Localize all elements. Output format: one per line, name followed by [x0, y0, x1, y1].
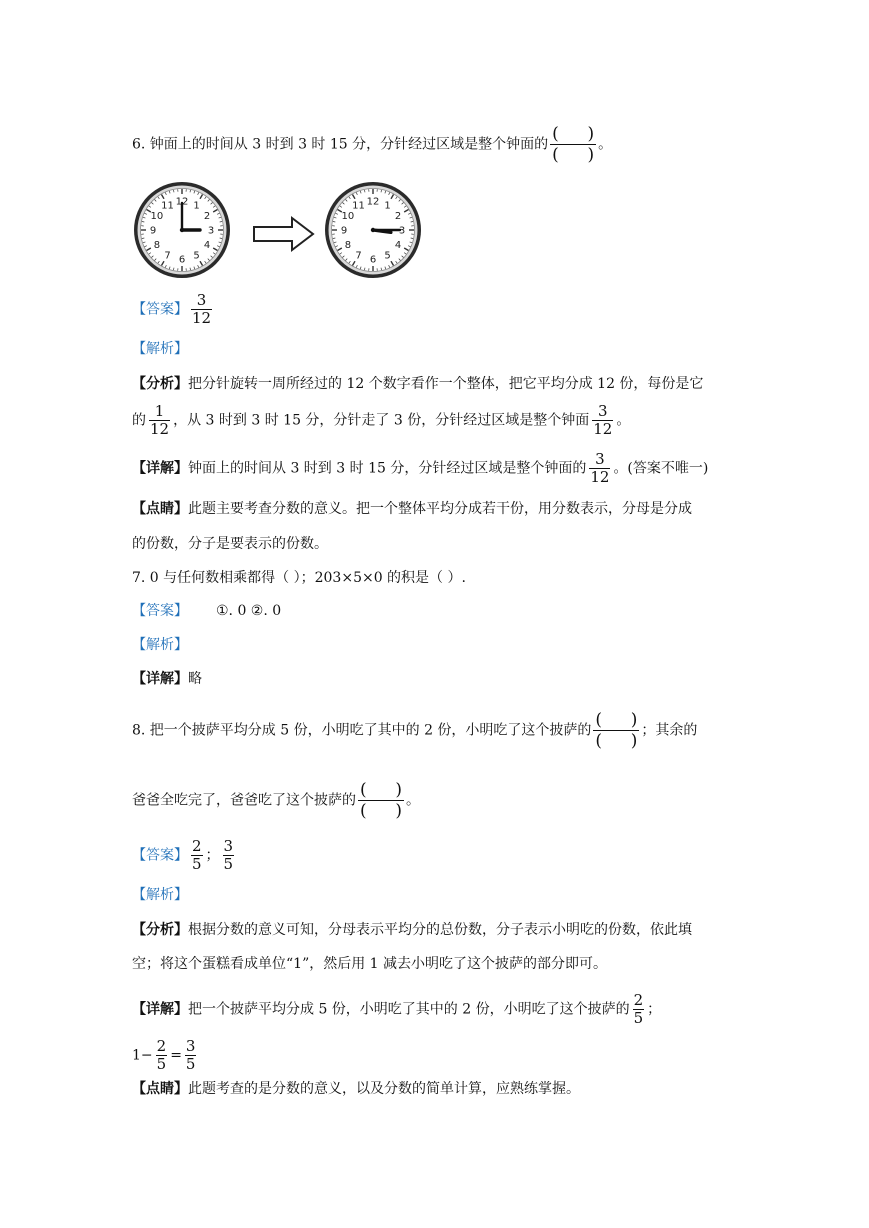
fraction-3-12: $\frac{3}{12}$: [590, 450, 610, 486]
q6-fenxi-line2: 的 $\frac{1}{12}$ ，从 3 时到 3 时 15 分，分针走了 3 份，分针经过区域是整个钟面 $\frac{3}{12}$ 。: [132, 402, 631, 438]
q8-blank-fraction-2[interactable]: ( ) ( ): [360, 780, 402, 821]
fraction-2-5: $\frac{2}{5}$: [156, 1037, 167, 1073]
clock-number: 6: [369, 254, 377, 266]
clock-3-00: [134, 182, 230, 278]
clock-number: 2: [394, 211, 402, 222]
clock-number: 5: [384, 250, 391, 262]
clock-number: 1: [193, 200, 200, 212]
q6-xiangjie: 【详解】钟面上的时间从 3 时到 3 时 15 分，分针经过区域是整个钟面的 $\frac{3}{12}$ 。(答案不唯一): [132, 450, 709, 486]
clock-number: 4: [394, 240, 402, 251]
q8-fenxi-line2: 空；将这个蛋糕看成单位“1”，然后用 1 减去小明吃了这个披萨的部分即可。: [132, 956, 608, 972]
fraction-2-5: $\frac{2}{5}$: [633, 991, 644, 1027]
q7-jiexi: 【解析】: [132, 637, 188, 653]
clock-number: 1: [384, 200, 391, 212]
q8-stem-line1: 8. 把一个披萨平均分成 5 份，小明吃了其中的 2 份，小明吃了这个披萨的 ( ) ( ) ；其余的: [132, 710, 698, 751]
q8-dianjing: 【点睛】此题考查的是分数的意义，以及分数的简单计算，应熟练掌握。: [132, 1081, 580, 1097]
hour-hand: [373, 230, 391, 232]
fraction-3-5: $\frac{3}{5}$: [185, 1037, 196, 1073]
fraction-2-5: $\frac{2}{5}$: [192, 837, 202, 873]
clock-number: 8: [153, 240, 161, 251]
q7-stem: 7. 0 与任何数相乘都得（ ）；203×5×0 的积是（ ）.: [132, 570, 466, 586]
q8-calculation: 1− $\frac{2}{5}$ = $\frac{3}{5}$: [132, 1037, 196, 1073]
q8-xiangjie: 【详解】把一个披萨平均分成 5 份，小明吃了其中的 2 份，小明吃了这个披萨的 $\frac{2}{5}$ ；: [132, 991, 662, 1027]
q7-xiangjie: 【详解】略: [132, 671, 202, 687]
q6-jiexi: 【解析】: [132, 341, 188, 357]
fraction-1-12: $\frac{1}{12}$: [150, 402, 170, 438]
fraction-3-12: $\frac{3}{12}$: [593, 402, 613, 438]
clock-number: 11: [161, 200, 174, 212]
clock-number: 7: [355, 250, 362, 262]
clock-number: 2: [203, 211, 211, 222]
clock-figure: [132, 178, 432, 282]
q8-fenxi-line1: 【分析】根据分数的意义可知，分母表示平均分的总份数，分子表示小明吃的份数，依此填: [132, 922, 692, 938]
q8-stem-line2: 爸爸全吃完了，爸爸吃了这个披萨的 ( ) ( ) 。: [132, 780, 420, 821]
clock-3-15: [325, 182, 421, 278]
clock-number: 4: [203, 240, 211, 251]
q6-blank-fraction[interactable]: ( ) ( ): [552, 124, 595, 165]
clock-number: 7: [164, 250, 171, 262]
clock-number: 8: [344, 240, 352, 251]
q6-stem: 6. 钟面上的时间从 3 时到 3 时 15 分，分针经过区域是整个钟面的 ( ) ( ) 。: [132, 124, 613, 165]
fraction-3-5: $\frac{3}{5}$: [223, 837, 234, 873]
q6-dianjing-line1: 【点睛】此题主要考查分数的意义。把一个整体平均分成若干份，用分数表示，分母是分成: [132, 501, 692, 517]
q8-jiexi: 【解析】: [132, 887, 188, 903]
clock-number: 5: [193, 250, 200, 262]
clock-number: 6: [178, 254, 186, 266]
clock-number: 12: [175, 196, 189, 208]
q6-dianjing-line2: 的份数，分子是要表示的份数。: [132, 536, 328, 552]
arrow-icon: [254, 218, 313, 250]
q6-fenxi-line1: 【分析】把分针旋转一周所经过的 12 个数字看作一个整体，把它平均分成 12 份，每份是它: [132, 376, 704, 392]
clock-number: 10: [150, 211, 164, 222]
q8-answer: 【答案】 $\frac{2}{5}$ ； $\frac{3}{5}$: [132, 837, 234, 873]
clock-number: 9: [340, 225, 348, 237]
clock-number: 11: [352, 200, 365, 212]
clock-number: 12: [366, 196, 380, 208]
clock-number: 3: [207, 225, 215, 237]
clock-number: 10: [341, 211, 355, 222]
q7-answer: 【答案】 ①. 0 ②. 0: [132, 603, 282, 619]
clock-number: 9: [149, 225, 157, 237]
clock-number: 3: [398, 225, 406, 237]
q6-answer: 【答案】 $\frac{3}{12}$: [132, 291, 212, 327]
q8-blank-fraction-1[interactable]: ( ) ( ): [595, 710, 638, 751]
q6-answer-fraction: $\frac{3}{12}$: [192, 291, 212, 327]
